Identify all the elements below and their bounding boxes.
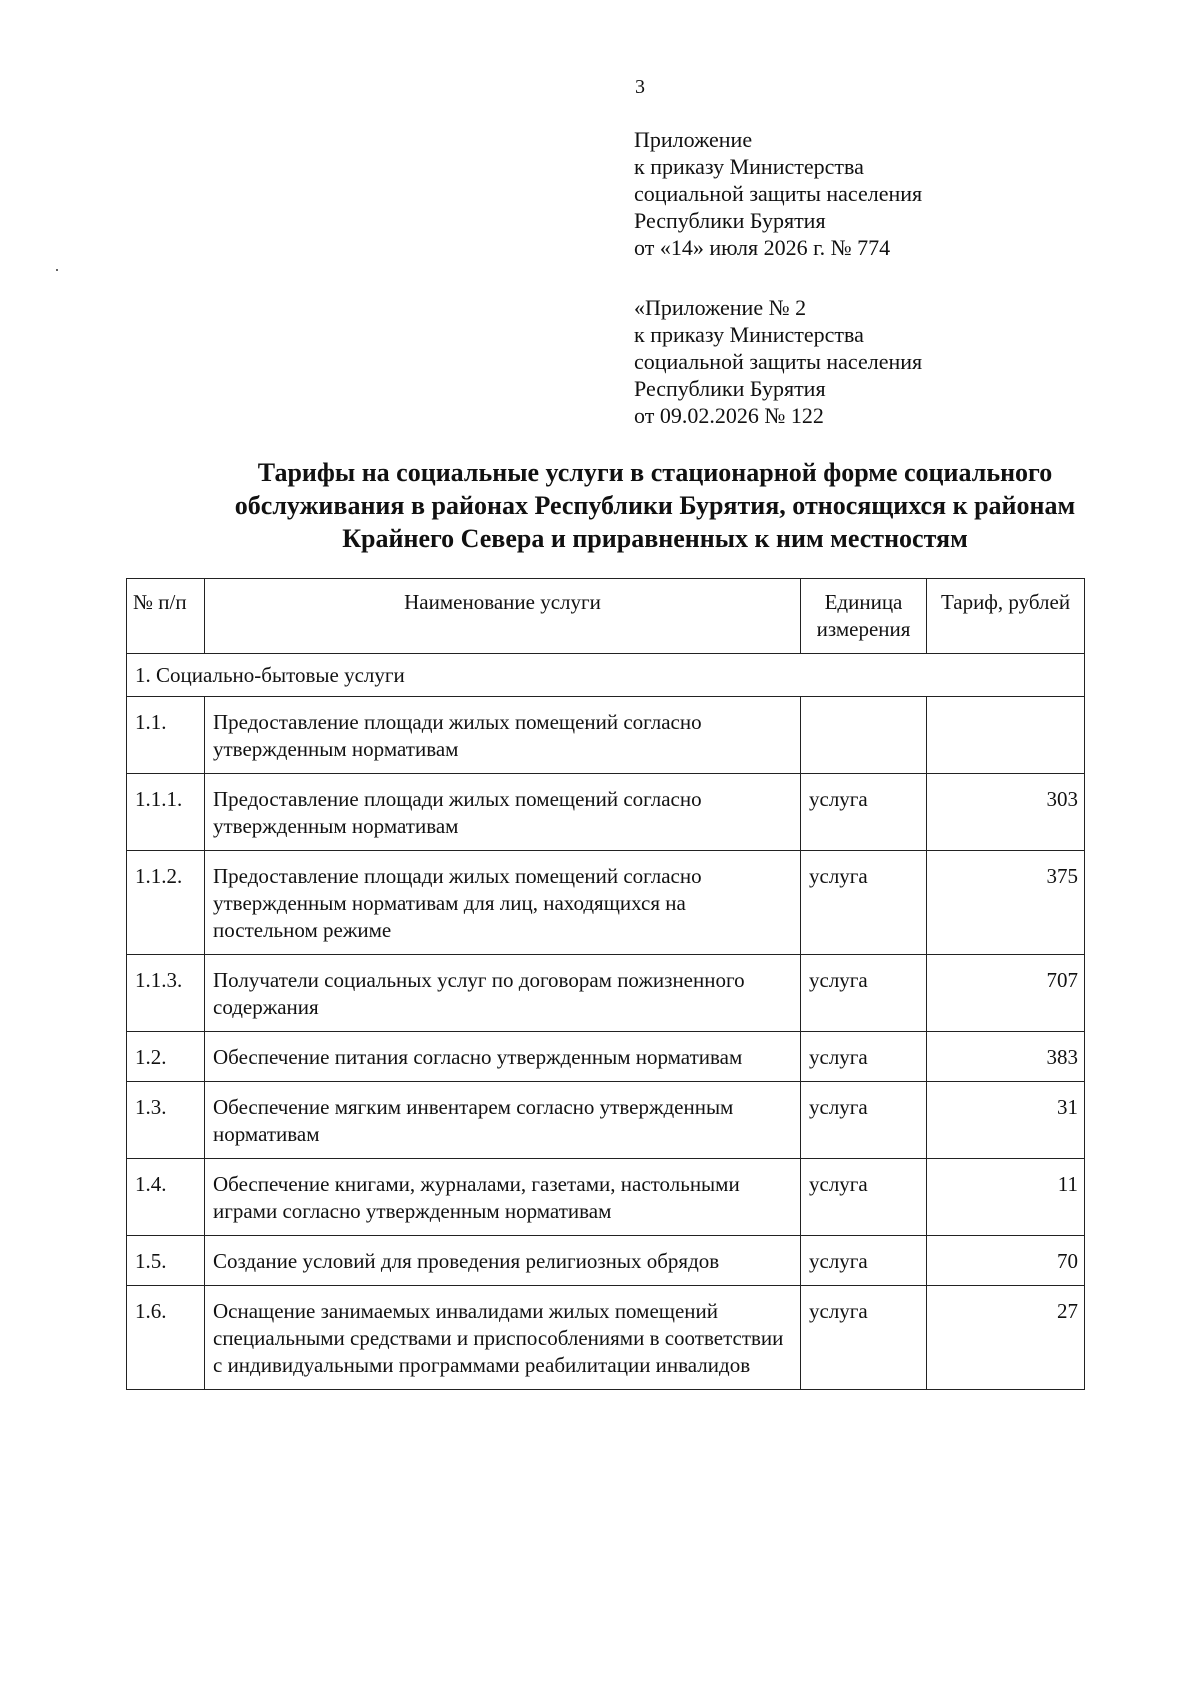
- row-unit: [801, 697, 927, 774]
- row-service-name: Предоставление площади жилых помещений согласно утвержденным нормативам: [205, 774, 801, 851]
- approval-line: Республики Бурятия: [634, 208, 826, 233]
- row-tariff: 383: [927, 1032, 1085, 1082]
- approval-line: социальной защиты населения: [634, 181, 923, 206]
- row-unit: услуга: [801, 955, 927, 1032]
- approval-line: Республики Бурятия: [634, 376, 826, 401]
- row-unit: услуга: [801, 1236, 927, 1286]
- approval-block-previous: [634, 294, 922, 429]
- table-row: [127, 1032, 1085, 1082]
- row-unit: услуга: [801, 774, 927, 851]
- table-row: [127, 1236, 1085, 1286]
- approval-line: Приложение: [634, 127, 753, 152]
- row-service-name: Предоставление площади жилых помещений согласно утвержденным нормативам: [205, 697, 801, 774]
- title-line: обслуживания в районах Республики Бурятия, относящихся к районам: [234, 491, 1076, 520]
- approval-block-current: [634, 126, 922, 261]
- row-unit: услуга: [801, 1082, 927, 1159]
- page-number: 3: [635, 76, 645, 98]
- row-number: 1.1.3.: [127, 955, 205, 1032]
- row-tariff: 707: [927, 955, 1085, 1032]
- row-service-name: Обеспечение книгами, журналами, газетами, настольными играми согласно утвержденным нормативам: [205, 1159, 801, 1236]
- header-unit: Единица измерения: [801, 579, 927, 654]
- section-row: [127, 654, 1085, 697]
- title-line: Крайнего Севера и приравненных к ним местностям: [342, 524, 968, 553]
- row-tariff: 31: [927, 1082, 1085, 1159]
- table-row: [127, 851, 1085, 955]
- row-number: 1.1.: [127, 697, 205, 774]
- tariff-table: [126, 578, 1085, 1390]
- approval-line: социальной защиты населения: [634, 349, 923, 374]
- row-number: 1.6.: [127, 1286, 205, 1390]
- approval-line: от «14» июля 2026 г. № 774: [634, 235, 891, 260]
- row-tariff: [927, 697, 1085, 774]
- title-line: Тарифы на социальные услуги в стационарной форме социального: [257, 458, 1053, 487]
- section-title: 1. Социально-бытовые услуги: [127, 654, 1085, 697]
- row-service-name: Получатели социальных услуг по договорам пожизненного содержания: [205, 955, 801, 1032]
- row-number: 1.4.: [127, 1159, 205, 1236]
- row-service-name: Оснащение занимаемых инвалидами жилых помещений специальными средствами и приспособлениями в соответствии с индивидуальными программами реабилитации инвалидов: [205, 1286, 801, 1390]
- row-number: 1.1.1.: [127, 774, 205, 851]
- row-number: 1.2.: [127, 1032, 205, 1082]
- table-header-row: [127, 579, 1085, 654]
- table-row: [127, 955, 1085, 1032]
- row-service-name: Обеспечение мягким инвентарем согласно утвержденным нормативам: [205, 1082, 801, 1159]
- row-tariff: 70: [927, 1236, 1085, 1286]
- row-tariff: 375: [927, 851, 1085, 955]
- scan-speck: [56, 269, 58, 271]
- approval-line: к приказу Министерства: [634, 154, 864, 179]
- table-row: [127, 697, 1085, 774]
- row-number: 1.3.: [127, 1082, 205, 1159]
- approval-line: «Приложение № 2: [634, 295, 807, 320]
- header-tariff: Тариф, рублей: [927, 579, 1085, 654]
- row-service-name: Обеспечение питания согласно утвержденным нормативам: [205, 1032, 801, 1082]
- row-number: 1.5.: [127, 1236, 205, 1286]
- row-unit: услуга: [801, 1159, 927, 1236]
- approval-line: к приказу Министерства: [634, 322, 864, 347]
- row-tariff: 303: [927, 774, 1085, 851]
- table-row: [127, 774, 1085, 851]
- document-title: [150, 456, 1160, 555]
- row-tariff: 11: [927, 1159, 1085, 1236]
- row-service-name: Предоставление площади жилых помещений согласно утвержденным нормативам для лиц, находящихся на постельном режиме: [205, 851, 801, 955]
- table-row: [127, 1082, 1085, 1159]
- table-row: [127, 1159, 1085, 1236]
- header-service-name: Наименование услуги: [205, 579, 801, 654]
- row-unit: услуга: [801, 851, 927, 955]
- row-unit: услуга: [801, 1286, 927, 1390]
- row-number: 1.1.2.: [127, 851, 205, 955]
- header-number: № п/п: [127, 579, 205, 654]
- row-service-name: Создание условий для проведения религиозных обрядов: [205, 1236, 801, 1286]
- row-tariff: 27: [927, 1286, 1085, 1390]
- approval-line: от 09.02.2026 № 122: [634, 403, 824, 428]
- table-row: [127, 1286, 1085, 1390]
- row-unit: услуга: [801, 1032, 927, 1082]
